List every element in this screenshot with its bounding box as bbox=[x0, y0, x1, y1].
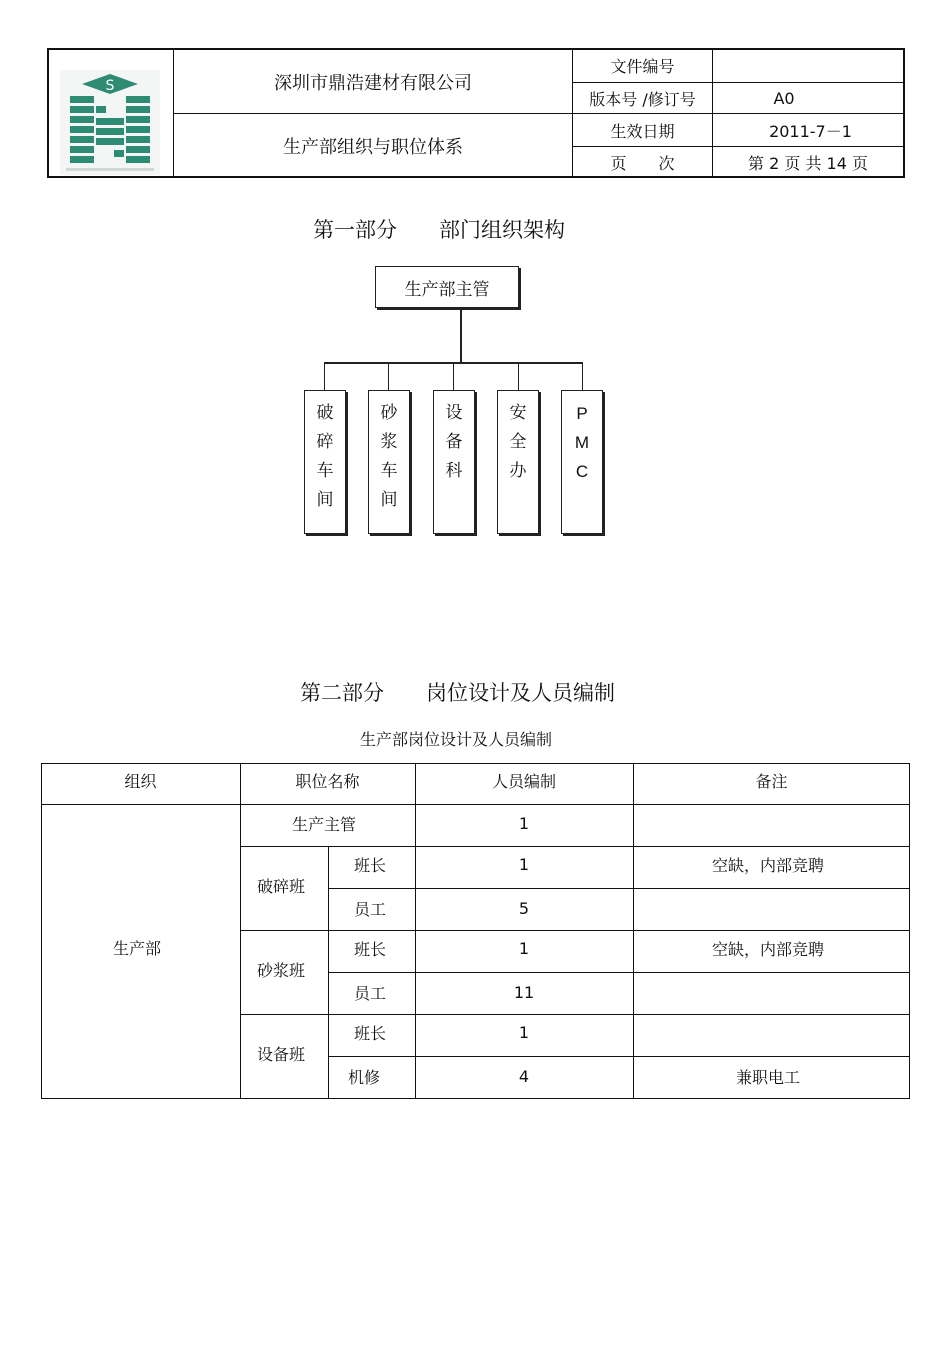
dept-char: 浆 bbox=[380, 432, 398, 452]
headcount-cell: 5 bbox=[518, 898, 530, 918]
note-cell bbox=[633, 805, 910, 841]
dept-char: 设 bbox=[445, 403, 463, 423]
dept-box-pmc bbox=[561, 390, 603, 534]
col-header-headcount: 人员编制 bbox=[491, 771, 556, 791]
part1-heading: 第一部分 部门组织架构 bbox=[313, 218, 565, 242]
org-connector bbox=[518, 362, 519, 390]
headcount-cell: 1 bbox=[518, 938, 530, 958]
position-title: 生产主管 bbox=[291, 814, 356, 834]
dept-char: 车 bbox=[380, 461, 398, 481]
col-header-note: 备注 bbox=[755, 771, 788, 791]
effective-date-value: 2011-7－1 bbox=[769, 121, 852, 141]
version-value: A0 bbox=[773, 88, 795, 108]
dept-char: M bbox=[574, 433, 590, 452]
group-name: 设备班 bbox=[256, 1044, 305, 1064]
note-cell: 兼职电工 bbox=[735, 1067, 800, 1087]
dept-char: 间 bbox=[316, 490, 334, 510]
dept-box-safety bbox=[497, 390, 539, 534]
dept-char: 车 bbox=[316, 461, 334, 481]
note-cell: 空缺，内部竞聘 bbox=[711, 939, 824, 959]
org-connector bbox=[582, 362, 583, 390]
document-title: 生产部组织与职位体系 bbox=[283, 137, 463, 158]
page-value: 第 2 页 共 14 页 bbox=[748, 154, 868, 173]
dept-char: 间 bbox=[380, 490, 398, 510]
org-connector bbox=[460, 308, 462, 363]
note-cell bbox=[633, 973, 903, 1011]
file-no-label: 文件编号 bbox=[610, 57, 675, 76]
dept-box-equipment bbox=[433, 390, 475, 534]
dept-char: 安 bbox=[509, 403, 527, 423]
group-name: 砂浆班 bbox=[256, 960, 305, 980]
headcount-cell: 11 bbox=[513, 982, 535, 1002]
org-connector bbox=[453, 362, 454, 390]
page-label: 页 次 bbox=[610, 154, 675, 173]
org-top-box: 生产部主管 bbox=[375, 266, 519, 308]
version-label: 版本号 /修订号 bbox=[589, 89, 696, 109]
company-logo bbox=[60, 70, 160, 175]
org-connector bbox=[388, 362, 389, 390]
part2-heading: 第二部分 岗位设计及人员编制 bbox=[300, 681, 615, 705]
logo-letter: S bbox=[105, 78, 115, 94]
dept-char: 全 bbox=[509, 432, 527, 452]
org-cell: 生产部 bbox=[112, 938, 161, 958]
company-name: 深圳市鼎浩建材有限公司 bbox=[274, 72, 472, 94]
effective-date-label: 生效日期 bbox=[610, 121, 675, 141]
dept-char: 备 bbox=[445, 432, 463, 452]
file-no-value bbox=[713, 49, 903, 82]
position-title: 班长 bbox=[353, 939, 386, 959]
table-title: 生产部岗位设计及人员编制 bbox=[360, 730, 553, 749]
dept-char: 破 bbox=[316, 403, 334, 423]
note-cell: 空缺，内部竞聘 bbox=[711, 855, 824, 875]
headcount-cell: 1 bbox=[518, 1022, 530, 1042]
dept-char: 科 bbox=[445, 461, 463, 481]
headcount-cell: 1 bbox=[518, 854, 530, 874]
note-cell bbox=[633, 889, 903, 927]
col-header-org: 组织 bbox=[124, 771, 157, 791]
position-title: 员工 bbox=[353, 983, 386, 1003]
note-cell bbox=[633, 1015, 903, 1049]
dept-box-mortar bbox=[368, 390, 410, 534]
position-title: 员工 bbox=[353, 899, 386, 919]
headcount-cell: 4 bbox=[518, 1066, 530, 1086]
org-connector bbox=[324, 362, 325, 390]
position-title: 班长 bbox=[353, 855, 386, 875]
dept-char: C bbox=[575, 462, 589, 481]
position-title: 机修 bbox=[347, 1067, 380, 1087]
dept-char: 砂 bbox=[380, 403, 398, 423]
position-title: 班长 bbox=[353, 1023, 386, 1043]
col-header-position: 职位名称 bbox=[295, 771, 360, 791]
group-name: 破碎班 bbox=[256, 876, 305, 896]
headcount-cell: 1 bbox=[518, 813, 530, 833]
dept-char: 碎 bbox=[316, 432, 334, 452]
dept-char: P bbox=[576, 404, 588, 423]
dept-box-crushing bbox=[304, 390, 346, 534]
dept-char: 办 bbox=[509, 461, 527, 481]
